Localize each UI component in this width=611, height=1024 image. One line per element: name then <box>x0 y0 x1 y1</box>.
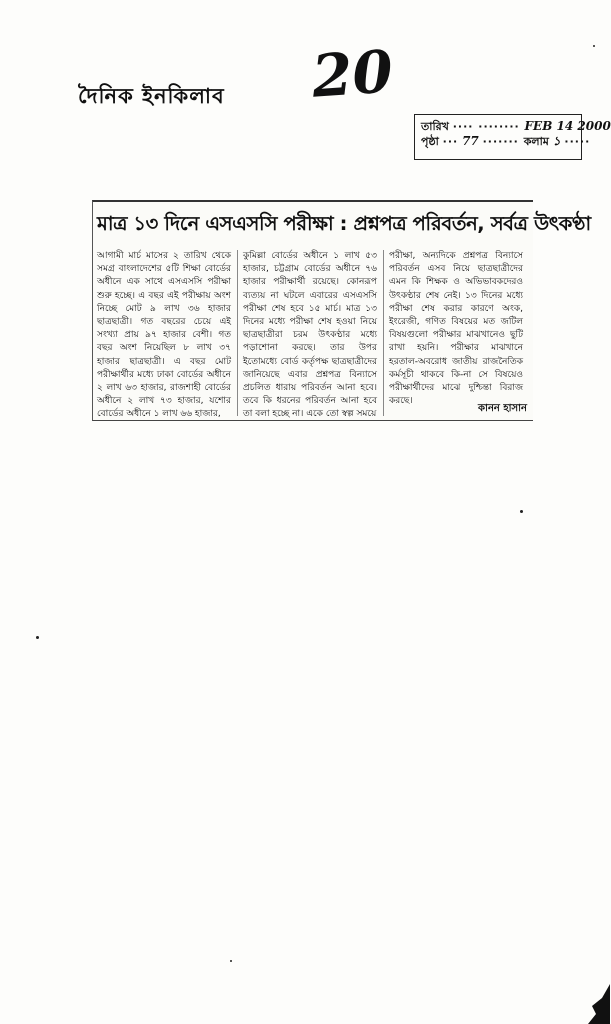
column-divider <box>383 250 384 416</box>
stamp-column-label: কলাম <box>523 135 549 148</box>
article-column-2: কুমিল্লা বোর্ডের অধীনে ১ লাখ ৫৩ হাজার, চট্টগ্রাম বোর্ডের অধীনে ৭৬ হাজার পরীক্ষার্থী রয়েছে। কোনরূপ ব্যত্যয় না ঘটলে এবারের এসএসসি পরীক্ষা শেষ হবে ১৫ মার্চ। মাত্র ১৩ দিনের মধ্যে পরীক্ষা শেষ হওয়া নিয়ে ছাত্রছাত্রীরা চরম উৎকণ্ঠার মধ্যে পড়াশোনা করছে। তার উপর ইতোমধ্যে বোর্ড কর্তৃপক্ষ ছাত্রছাত্রীদের জানিয়েছে এবার প্রশ্নপত্র বিন্যাসে প্রচলিত ধারায় পরিবর্তন আনা হবে। তবে কি ধরনের পরিবর্তন আনা হবে তা বলা হচ্ছে না। একে তো স্বল্প সময়ে <box>243 251 377 420</box>
scan-speck <box>230 960 232 962</box>
stamp-page-label: পৃষ্ঠা <box>421 135 439 148</box>
article-byline: কানন হাসান <box>478 403 527 414</box>
scan-speck <box>593 45 595 47</box>
article-column-3: পরীক্ষা, অন্যদিকে প্রশ্নপত্র বিন্যাসে পরিবর্তন এসব নিয়ে ছাত্রছাত্রীদের এমন কি শিক্ষক ও অভিভাবকদেরও উৎকণ্ঠার শেষ নেই। ১৩ দিনের মধ্যে পরীক্ষা শেষ করার কারণে অংক, ইংরেজী, গণিত বিষয়ের মত জটিল বিষয়গুলো পরীক্ষার মাঝখানেও ছুটি রাখা হয়নি। পরীক্ষার মাঝখানে হরতাল-অবরোধ জাতীয় রাজনৈতিক কর্মসূচী থাকবে কি-না সে বিষয়েও পরীক্ষার্থীদের মাঝে দুশ্চিন্তা বিরাজ করছে। <box>389 251 523 407</box>
column-divider <box>237 250 238 416</box>
scan-speck <box>36 636 39 639</box>
stamp-page-value: 77 <box>462 134 479 148</box>
article-headline: মাত্র ১৩ দিনে এসএসসি পরীক্ষা : প্রশ্নপত্র পরিবর্তন, সর্বত্র উৎকণ্ঠা <box>97 212 591 235</box>
newspaper-masthead: দৈনিক ইনকিলাব <box>78 84 225 108</box>
stamp-date-value: FEB 14 2000 <box>524 119 611 133</box>
scan-speck <box>520 510 523 513</box>
news-clipping <box>92 200 591 421</box>
stamp-column-value: ১ <box>552 134 561 148</box>
handwritten-page-number: 20 <box>309 37 395 111</box>
date-stamp: তারিখ ···· ········ FEB 14 2000 পৃষ্ঠা ··· 77 ······· কলাম ১ ····· <box>414 114 582 160</box>
stamp-date-label: তারিখ <box>421 120 449 133</box>
scan-edge-mark <box>588 984 610 1024</box>
article-column-1: আগামী মার্চ মাসের ২ তারিখ থেকে সমগ্র বাংলাদেশের ৫টি শিক্ষা বোর্ডের অধীনে এক সাথে এসএসসি পরীক্ষা শুরু হচ্ছে। এ বছর এই পরীক্ষায় অংশ নিচ্ছে মোট ৯ লাখ ৩৬ হাজার ছাত্রছাত্রী। গত বছরের চেয়ে এই সংখ্যা প্রায় ৯৭ হাজার বেশী। গত বছর অংশ নিয়েছিল ৮ লাখ ৩৭ হাজার ছাত্রছাত্রী। এ বছর মোট পরীক্ষার্থীর মধ্যে ঢাকা বোর্ডের অধীনে ২ লাখ ৬৩ হাজার, রাজশাহী বোর্ডের অধীনে ২ লাখ ৭৩ হাজার, যশোর বোর্ডের অধীনে ১ লাখ ৬৬ হাজার, <box>97 251 231 420</box>
